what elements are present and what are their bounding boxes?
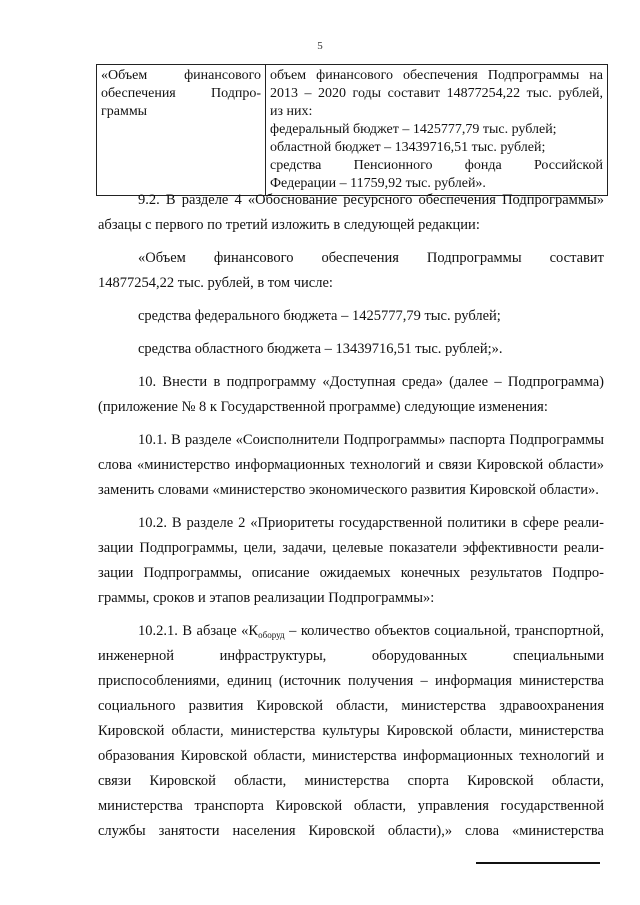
text-line (98, 619, 604, 644)
text-line: 9.2. В разделе 4 «Обоснование ресурсного обеспечения Подпрограммы» (138, 192, 604, 208)
text-line: абзацы с первого по третий изложить в следующей редакции: (98, 217, 480, 233)
text-line: министерства транспорта Кировской области, управления государственной (98, 798, 604, 814)
text-line: Кировской области, министерства культуры Кировской области, министерства (98, 723, 604, 739)
text-line: граммы, сроков и этапов реализации Подпрограммы»: (98, 590, 435, 606)
text-line: средства областного бюджета – 13439716,51 тыс. рублей;». (138, 341, 503, 357)
text-line: «Объем финансового обеспечения Подпрограммы составит (138, 250, 604, 266)
table-value-line: 2013 – 2020 годы составит 14877254,22 тыс. рублей, (270, 86, 603, 101)
paragraph-10-1 (98, 428, 604, 503)
table-cell-value (266, 65, 608, 196)
text-line: зации Подпрограммы, описание ожидаемых конечных результатов Подпро- (98, 565, 604, 581)
subscript: оборуд (258, 630, 285, 640)
text-line: средства федерального бюджета – 1425777,79 тыс. рублей; (138, 308, 501, 324)
page-number: 5 (317, 40, 323, 52)
paragraph-federal (98, 304, 604, 329)
table-value-line: средства Пенсионного фонда Российской (270, 158, 603, 173)
paragraph-10-2-1 (98, 619, 604, 844)
text-line: связи Кировской области, министерства спорта Кировской области, (98, 773, 604, 789)
document-body (98, 188, 604, 844)
text-line: 14877254,22 тыс. рублей, в том числе: (98, 275, 333, 291)
text-line: 10.1. В разделе «Соисполнители Подпрограммы» паспорта Подпрограммы (138, 432, 604, 448)
text-line: слова «министерство информационных технологий и связи Кировской области» (98, 457, 604, 473)
paragraph-10 (98, 370, 604, 420)
text-line: (приложение № 8 к Государственной программе) следующие изменения: (98, 399, 548, 415)
text-line: заменить словами «министерство экономического развития Кировской области». (98, 482, 599, 498)
table-label-line: граммы (101, 104, 148, 119)
table-value-line: из них: (270, 104, 313, 119)
footer-rule (476, 862, 600, 864)
paragraph-quote (98, 246, 604, 296)
table-value-line: областной бюджет – 13439716,51 тыс. рублей; (270, 140, 546, 155)
text-line: 10. Внести в подпрограмму «Доступная среда» (далее – Подпрограмма) (138, 374, 604, 390)
table-label-line: «Объем финансового (101, 68, 261, 83)
text-line: инженерной инфраструктуры, оборудованных специальными (98, 648, 604, 664)
text-line: социального развития Кировской области, министерства здравоохранения (98, 698, 604, 714)
text-line: зации Подпрограммы, цели, задачи, целевые показатели эффективности реали- (98, 540, 604, 556)
text-line: образования Кировской области, министерства информационных технологий и (98, 748, 604, 764)
text-fragment: 10.2.1. В абзаце «К (138, 623, 259, 639)
paragraph-regional (98, 337, 604, 362)
table-value-line: федеральный бюджет – 1425777,79 тыс. рублей; (270, 122, 557, 137)
table-cell-label (97, 65, 266, 196)
table-value-line: объем финансового обеспечения Подпрограммы на (270, 68, 603, 83)
text-fragment: – количество объектов социальной, транспортной, (284, 623, 604, 639)
table-row (97, 65, 608, 196)
paragraph-10-2 (98, 511, 604, 611)
text-line: приспособлениями, единиц (источник получения – информация министерства (98, 673, 604, 689)
funding-table (96, 64, 608, 196)
table-value-line: Федерации – 11759,92 тыс. рублей». (270, 176, 486, 191)
table-label-line: обеспечения Подпро- (101, 86, 261, 101)
text-line: службы занятости населения Кировской области),» слова «министерства (98, 823, 604, 839)
paragraph-9-2 (98, 188, 604, 238)
text-line: 10.2. В разделе 2 «Приоритеты государственной политики в сфере реали- (138, 515, 604, 531)
